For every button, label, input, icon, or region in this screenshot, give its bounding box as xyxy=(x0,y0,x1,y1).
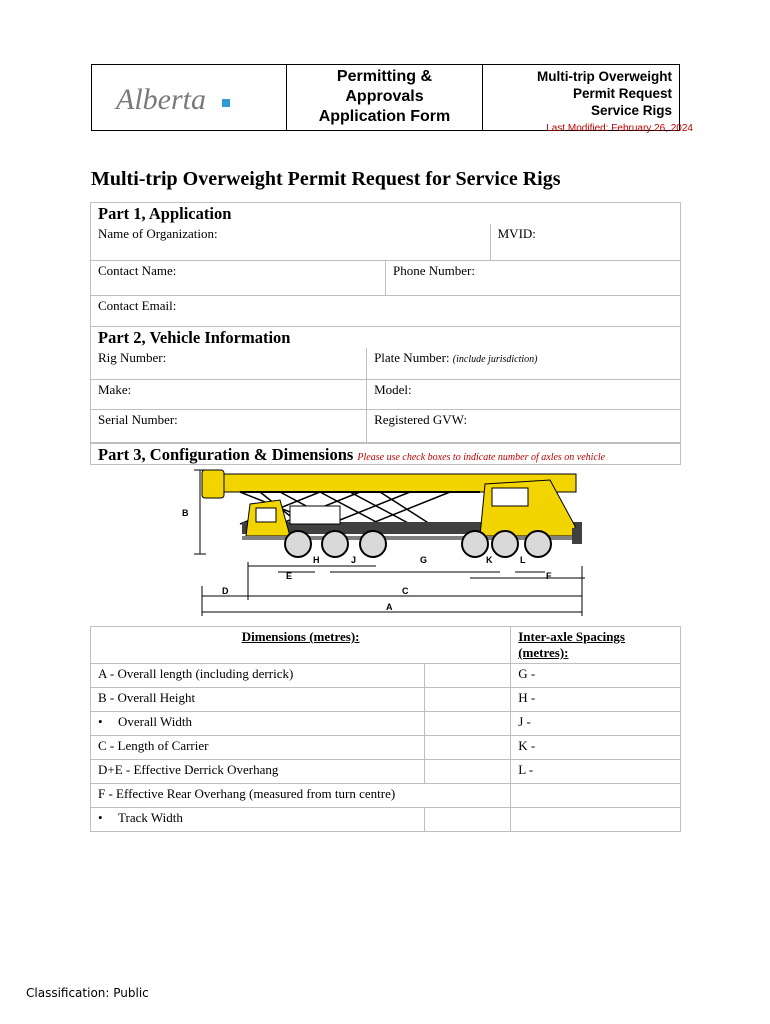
mvid-field[interactable]: MVID: xyxy=(490,224,680,260)
value-cell[interactable] xyxy=(425,712,511,736)
part1-section xyxy=(90,202,681,327)
part3-section xyxy=(90,443,681,465)
gvw-field[interactable]: Registered GVW: xyxy=(366,410,680,442)
serial-field[interactable]: Serial Number: xyxy=(98,412,178,427)
page-title: Multi-trip Overweight Permit Request for Service Rigs xyxy=(91,168,561,190)
model-field[interactable]: Model: xyxy=(366,380,680,409)
value-cell[interactable] xyxy=(425,688,511,712)
value-cell[interactable] xyxy=(425,808,511,832)
make-field[interactable]: Make: xyxy=(98,382,132,397)
table-row: • Overall Width J - xyxy=(91,712,681,736)
spacings-header: Inter-axle Spacings (metres): xyxy=(511,627,681,664)
svg-text:L: L xyxy=(520,555,526,565)
right-title: Multi-trip Overweight Permit Request Service Rigs Last Modified: February 26, 2024 xyxy=(483,65,679,130)
org-field[interactable]: Name of Organization: xyxy=(98,226,218,241)
classification-footer: Classification: Public xyxy=(26,986,149,1000)
table-row: B - Overall Height H - xyxy=(91,688,681,712)
contact-name-field[interactable]: Contact Name: xyxy=(98,263,177,278)
axle-note: Please use check boxes to indicate number of axles on vehicle xyxy=(357,452,606,463)
logo-cell xyxy=(92,65,287,130)
center-title: Permitting & Approvals Application Form xyxy=(287,65,482,130)
part1-heading: Part 1, Application xyxy=(98,204,232,223)
svg-text:J: J xyxy=(351,555,357,565)
value-cell[interactable] xyxy=(425,736,511,760)
svg-text:Alberta: Alberta xyxy=(116,83,206,116)
dimensions-header: Dimensions (metres): xyxy=(91,627,511,664)
plate-number-field[interactable]: Plate Number: (include jurisdiction) xyxy=(366,348,680,379)
rig-number-field[interactable]: Rig Number: xyxy=(98,350,167,365)
svg-text:D: D xyxy=(222,586,229,596)
part2-heading: Part 2, Vehicle Information xyxy=(98,328,291,347)
svg-text:C: C xyxy=(402,586,409,596)
svg-text:G: G xyxy=(420,555,428,565)
part2-section xyxy=(90,327,681,443)
crane-diagram xyxy=(180,466,600,616)
value-cell[interactable] xyxy=(425,760,511,784)
value-cell[interactable] xyxy=(425,664,511,688)
part3-heading: Part 3, Configuration & Dimensions Please use check boxes to indicate number of axles on vehicle xyxy=(98,445,606,464)
table-row: C - Length of Carrier K - xyxy=(91,736,681,760)
last-modified: Last Modified: February 26, 2024 xyxy=(546,123,693,134)
alberta-logo xyxy=(112,77,262,121)
svg-text:K: K xyxy=(486,555,493,565)
form-header xyxy=(91,64,693,134)
svg-text:E: E xyxy=(286,571,293,581)
phone-field[interactable]: Phone Number: xyxy=(385,261,680,295)
svg-text:A: A xyxy=(386,602,393,612)
dimensions-table xyxy=(90,626,681,832)
table-row: F - Effective Rear Overhang (measured from turn centre) xyxy=(91,784,681,808)
svg-text:H: H xyxy=(313,555,320,565)
table-row: • Track Width xyxy=(91,808,681,832)
svg-text:B: B xyxy=(182,508,189,518)
table-row: A - Overall length (including derrick) G - xyxy=(91,664,681,688)
svg-text:F: F xyxy=(546,571,552,581)
email-field[interactable]: Contact Email: xyxy=(98,298,177,313)
table-row: D+E - Effective Derrick Overhang L - xyxy=(91,760,681,784)
